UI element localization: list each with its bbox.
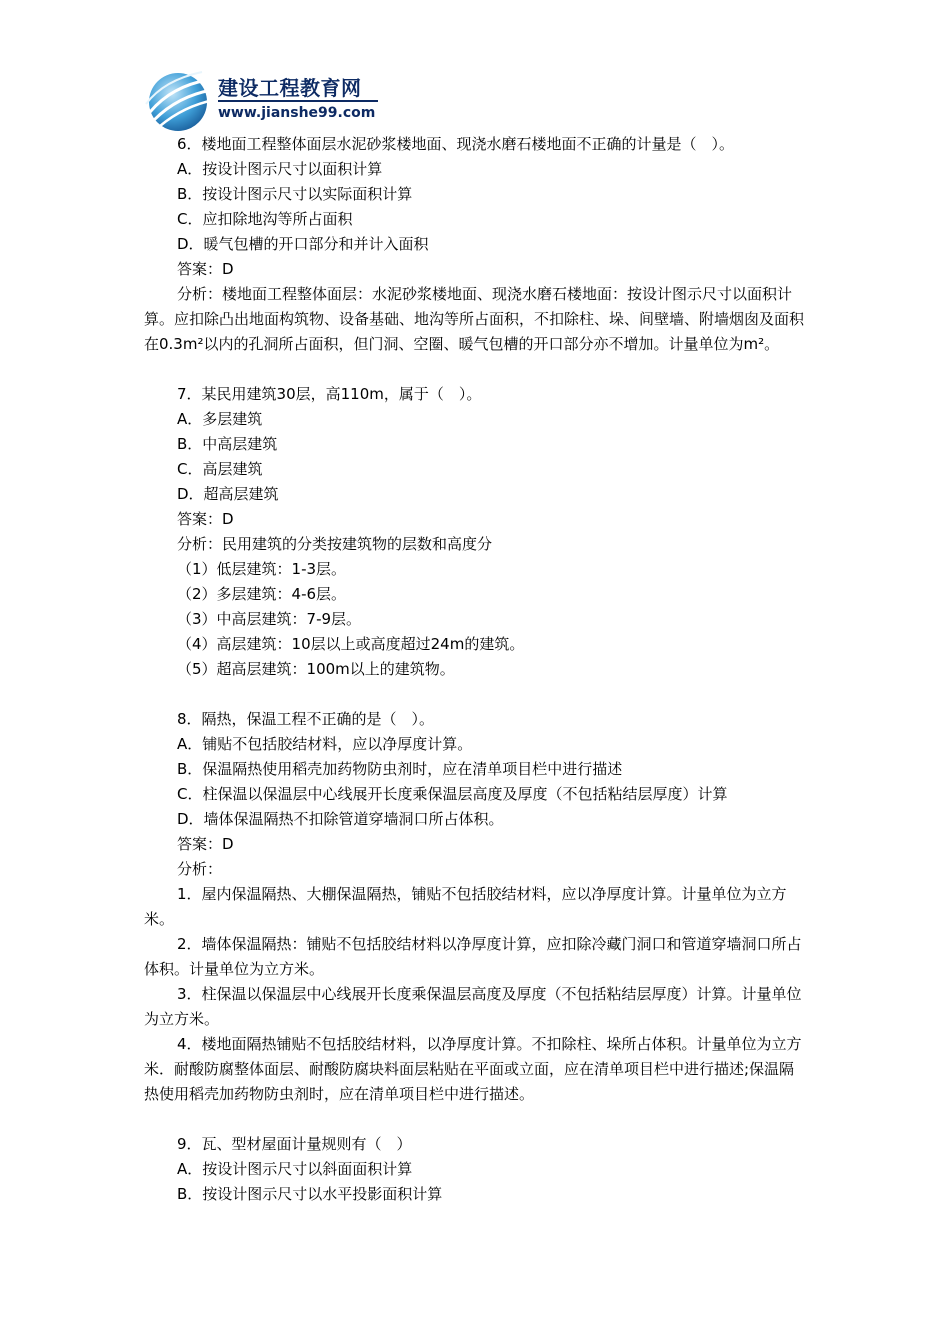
q8-analysis-item-1: 1．屋内保温隔热、大棚保温隔热，铺贴不包括胶结材料，应以净厚度计算。计量单位为立方米。 (144, 885, 787, 928)
q6-option-d: D．暖气包槽的开口部分和并计入面积 (177, 235, 429, 253)
q8-analysis-item-3: 3．柱保温以保温层中心线展开长度乘保温层高度及厚度（不包括粘结层厚度）计算。计量单位为立方米。 (144, 985, 802, 1028)
spacer (144, 357, 808, 382)
q8-answer: 答案：D (177, 835, 234, 853)
q7-analysis-item-2: （2）多层建筑：4-6层。 (177, 585, 347, 603)
q6-option-c: C．应扣除地沟等所占面积 (177, 210, 353, 228)
q7-analysis-item-5: （5）超高层建筑：100m以上的建筑物。 (177, 660, 455, 678)
q6-answer: 答案：D (177, 260, 234, 278)
document-body (144, 132, 808, 1207)
q7-option-d: D．超高层建筑 (177, 485, 279, 503)
q9-option-b: B．按设计图示尺寸以水平投影面积计算 (177, 1185, 443, 1203)
q7-stem: 7．某民用建筑30层，高110m，属于（ ）。 (177, 385, 482, 403)
logo-url[interactable]: www.jianshe99.com (218, 105, 376, 121)
site-logo[interactable] (142, 66, 382, 132)
q7-analysis-item-4: （4）高层建筑：10层以上或高度超过24m的建筑。 (177, 635, 525, 653)
q6-option-b: B．按设计图示尺寸以实际面积计算 (177, 185, 413, 203)
q6-stem: 6．楼地面工程整体面层水泥砂浆楼地面、现浇水磨石楼地面不正确的计量是（ ）。 (177, 135, 735, 153)
q7-analysis-item-1: （1）低层建筑：1-3层。 (177, 560, 347, 578)
q6-analysis: 分析：楼地面工程整体面层：水泥砂浆楼地面、现浇水磨石楼地面：按设计图示尺寸以面积计算。应扣除凸出地面构筑物、设备基础、地沟等所占面积，不扣除柱、垛、间壁墙、附墙烟囱及面积在0.3m²以内的孔洞所占面积，但门洞、空圈、暖气包槽的开口部分亦不增加。计量单位为m²。 (144, 285, 805, 353)
q7-analysis-item-3: （3）中高层建筑：7-9层。 (177, 610, 362, 628)
spacer (144, 682, 808, 707)
q8-stem: 8．隔热，保温工程不正确的是（ ）。 (177, 710, 435, 728)
q8-option-b: B．保温隔热使用稻壳加药物防虫剂时，应在清单项目栏中进行描述 (177, 760, 623, 778)
q9-stem: 9．瓦、型材屋面计量规则有（ ） (177, 1135, 412, 1153)
logo-title: 建设工程教育网 (218, 76, 362, 100)
q8-option-d: D．墙体保温隔热不扣除管道穿墙洞口所占体积。 (177, 810, 504, 828)
q7-answer: 答案：D (177, 510, 234, 528)
q7-analysis-head: 分析：民用建筑的分类按建筑物的层数和高度分 (177, 535, 493, 553)
q7-option-c: C．高层建筑 (177, 460, 263, 478)
q7-option-a: A．多层建筑 (177, 410, 263, 428)
q8-analysis-item-2: 2．墙体保温隔热：铺贴不包括胶结材料以净厚度计算，应扣除冷藏门洞口和管道穿墙洞口所占体积。计量单位为立方米。 (144, 935, 802, 978)
q9-option-a: A．按设计图示尺寸以斜面面积计算 (177, 1160, 413, 1178)
globe-logo-icon (142, 66, 218, 132)
q8-option-a: A．铺贴不包括胶结材料，应以净厚度计算。 (177, 735, 473, 753)
q8-analysis-item-4: 4．楼地面隔热铺贴不包括胶结材料，以净厚度计算。不扣除柱、垛所占体积。计量单位为立方米．耐酸防腐整体面层、耐酸防腐块料面层粘贴在平面或立面，应在清单项目栏中进行描述;保温隔热使用稻壳加药物防虫剂时，应在清单项目栏中进行描述。 (144, 1035, 802, 1103)
q8-option-c: C．柱保温以保温层中心线展开长度乘保温层高度及厚度（不包括粘结层厚度）计算 (177, 785, 728, 803)
spacer (144, 1107, 808, 1132)
q7-option-b: B．中高层建筑 (177, 435, 278, 453)
logo-divider (218, 100, 378, 102)
q8-analysis-head: 分析： (177, 860, 223, 878)
q6-option-a: A．按设计图示尺寸以面积计算 (177, 160, 383, 178)
